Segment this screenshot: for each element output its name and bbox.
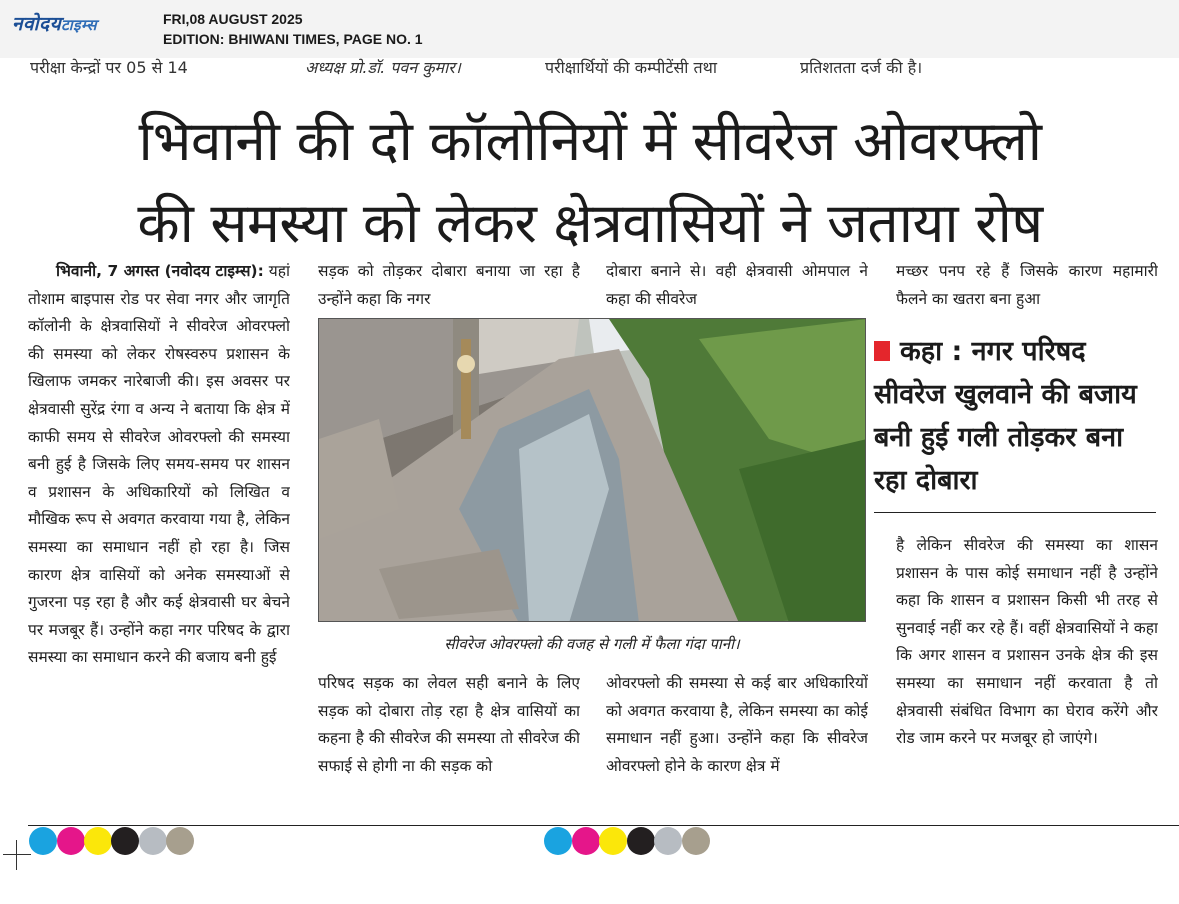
article-headline [20,100,1160,264]
pull-quote [874,330,1159,502]
flooded-street-photo [319,319,866,622]
article-column-4-bottom [896,532,1158,812]
red-square-marker [874,341,890,361]
gray-dot [654,827,682,855]
yellow-dot [84,827,112,855]
page-header [0,0,1179,58]
column-4-bottom-text: है लेकिन सीवरेज की समस्या का शासन प्रशासन के पास कोई समाधान नहीं है उन्होंने कहा कि शासन व प्रशासन किसी भी तरह से सुनवाई नहीं कर रहे हैं। वहीं क्षेत्रवासियों ने कहा कि अगर शासन व प्रशासन उनके क्षेत्र की इस समस्या का समाधान नहीं करवाता है तो क्षेत्रवासी संबंधित विभाग का घेराव करेंगे और रोड जाम करने पर मजबूर हो जाएंगे। [896,536,1158,748]
headline-line-2: की समस्या को लेकर क्षेत्रवासियों ने जताया रोष [137,191,1043,255]
column-2-bottom-text: परिषद सड़क का लेवल सही बनाने के लिए सड़क को दोबारा तोड़ रहा है क्षेत्र वासियों का कहना है की सीवरेज की समस्या तो सीवरेज की सफाई से होगी ना की सड़क को [318,674,580,775]
logo-sub-text: टाइम्स [61,16,97,34]
edition-info [163,9,423,49]
magenta-dot [57,827,85,855]
top-strip-fragment-4: प्रतिशतता दर्ज की है। [800,58,923,77]
article-column-1 [28,258,290,813]
top-strip-fragment-1: परीक्षा केन्द्रों पर 05 से 14 [30,58,188,77]
pull-quote-text: कहा : नगर परिषद सीवरेज खुलवाने की बजाय बनी हुई गली तोड़कर बना रहा दोबारा [874,336,1137,496]
logo-main-text: नवोदय [12,13,62,35]
crop-mark-vertical [16,840,17,870]
cyan-dot [544,827,572,855]
black-dot [627,827,655,855]
photo-caption: सीवरेज ओवरफ्लो की वजह से गली में फैला गंदा पानी। [444,635,740,653]
article-column-3-top [606,258,868,314]
column-1-text: यहां तोशाम बाइपास रोड पर सेवा नगर और जागृति कॉलोनी के क्षेत्रवासियों ने सीवरेज ओवरफ्लो की समस्या को लेकर रोषस्वरुप प्रशासन के खिलाफ जमकर नारेबाजी की। इस अवसर पर क्षेत्रवासी सुरेंद्र रंगा व अन्य ने बताया कि क्षेत्र में काफी समय से सीवरेज ओवरफ्लो की समस्या बनी हुई है जिसके लिए समय-समय पर शासन व प्रशासन के अधिकारियों को लिखित व मौखिक रूप से अवगत करवाया गया है, लेकिन समस्या का समाधान नहीं हो रहा है। जिस कारण क्षेत्र वासियों को अनेक समस्याओं से गुजरना पड़ रहा है और कई क्षेत्रवासी घर बेचने पर मजबूर हैं। उन्होंने कहा नगर परिषद के द्वारा समस्या का समाधान करने की बजाय बनी हुई [28,262,290,667]
article-column-2-bottom [318,670,580,813]
top-strip-fragment-2: अध्यक्ष प्रो.डॉ. पवन कुमार। [305,58,461,77]
column-3-top-text: दोबारा बनाने से। वही क्षेत्रवासी ओमपाल ने कहा की सीवरेज [606,262,868,308]
newspaper-logo[interactable] [12,10,97,36]
crop-mark-horizontal [3,854,31,855]
headline-line-1: भिवानी की दो कॉलोनियों में सीवरेज ओवरफ्लो [138,109,1042,173]
gray-dot [139,827,167,855]
pull-quote-divider [874,512,1156,513]
column-3-bottom-text: ओवरफ्लो की समस्या से कई बार अधिकारियों को अवगत करवाया है, लेकिन समस्या का कोई समाधान नहीं हुआ। उन्होंने कहा कि सीवरेज ओवरफ्लो होने के कारण क्षेत्र में [606,674,868,775]
article-column-3-bottom [606,670,868,813]
column-2-top-text: सड़क को तोड़कर दोबारा बनाया जा रहा है उन्होंने कहा कि नगर [318,262,580,308]
magenta-dot [572,827,600,855]
article-column-2-top [318,258,580,314]
cyan-dot [29,827,57,855]
yellow-dot [599,827,627,855]
column-4-top-text: मच्छर पनप रहे हैं जिसके कारण महामारी फैलने का खतरा बना हुआ [896,262,1158,308]
tan-dot [682,827,710,855]
date-line: FRI,08 AUGUST 2025 [163,11,303,27]
article-dateline: भिवानी, 7 अगस्त (नवोदय टाइम्स): [56,262,264,280]
article-photo [318,318,866,622]
black-dot [111,827,139,855]
bottom-rule [28,825,1179,826]
top-strip-fragment-3: परीक्षार्थियों की कम्पीटेंसी तथा [545,58,718,77]
tan-dot [166,827,194,855]
edition-line: EDITION: BHIWANI TIMES, PAGE NO. 1 [163,31,423,47]
article-column-4-top [896,258,1158,314]
